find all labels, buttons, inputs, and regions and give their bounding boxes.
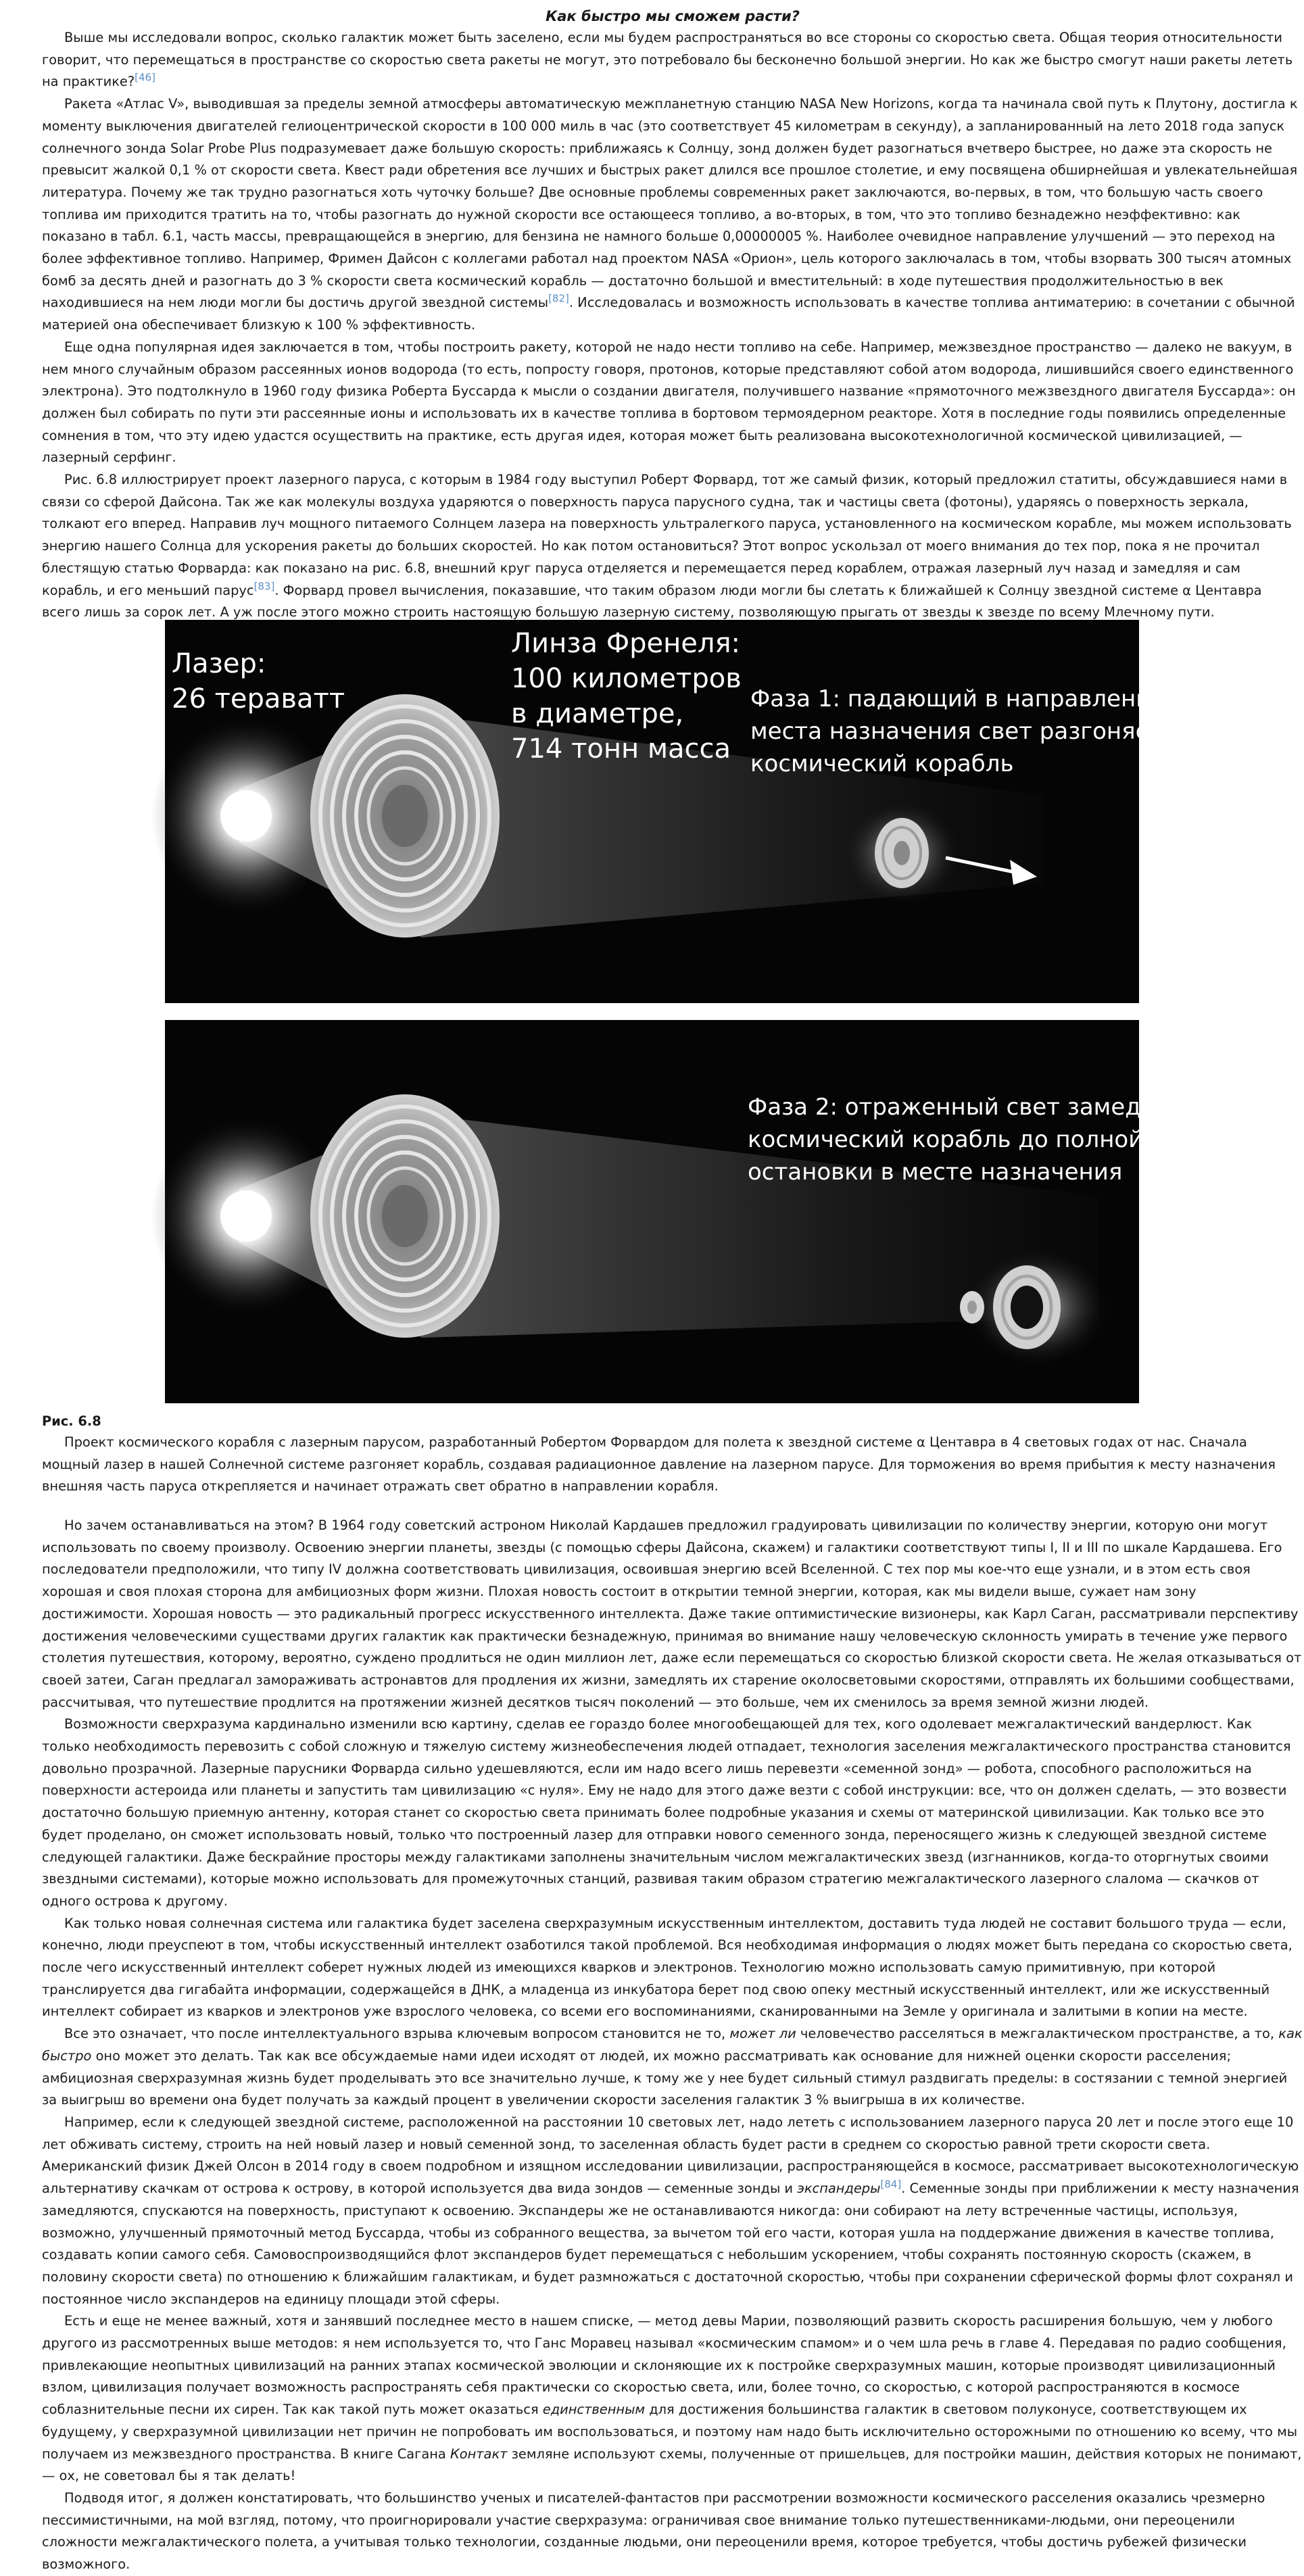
footnote-link[interactable]: [83]	[253, 580, 275, 593]
paragraph-text: . Семенные зонды при приближении к месту назначения замедляются, спускаются на поверхность, приступают к освоению. Экспандеры же не останавливаются никогда: они собирают на лету встреченные частицы, используя, возможно, улучшенный прямоточный метод Буссарда, чтобы из собранного вещества, за вычетом той его части, которая ушла на поддержание движения в качестве топлива, создавать копии самого себя. Самовоспроизводящийся флот экспандеров будет перемещаться с небольшим ускорением, чтобы сохранять постоянную скорость (скажем, в половину скорости света) по отношению к ближайшим галактикам, и будет размножаться с достаточной скоростью, чтобы при сохранении сферической формы флот сохранял и постоянное число экспандеров на единицу площади этой сферы.	[42, 2181, 1299, 2307]
paragraph-text: Например, если к следующей звездной системе, расположенной на расстоянии 10 световых лет, надо лететь с использованием лазерного паруса 20 лет и после этого еще 10 лет обживать систему, строить на ней новый лазер и новый семенной зонд, то заселенная область будет расти в среднем со скоростью равной трети скорости света. Американский физик Джей Олсон в 2014 году в своем подробном и изящном исследовании цивилизации, распространяющейся в космосе, рассматривает высокотехнологическую альтернативу скачкам от острова к острову, в которой используется два вида зондов — семенные зонды и	[42, 2114, 1299, 2197]
paragraph-text: земляне используют схемы, полученные от пришельцев, для постройки машин, действия которых не понимают, — ох, не советовал бы я так делать!	[42, 2446, 1302, 2484]
paragraph-text: для достижения большинства галактик в световом полуконусе, соответствующем их будущему, у сверхразумной цивилизации нет причин не попробовать им воспользоваться, и поэтому нам надо быть исключительно осторожными по отношению ко всему, что мы получаем из межзвездного пространства. В книге Сагана	[42, 2402, 1298, 2462]
laser-source	[220, 790, 272, 842]
paragraph-text: Возможности сверхразума кардинально изменили всю картину, сделав ее гораздо более многообещающей для тех, кого одолевает межгалактический вандерлюст. Как только необходимость перевозить с собой сложную и тяжелую систему жизнеобеспечения людей отпадает, технология заселения межгалактического пространства становится довольно прозрачной. Лазерные парусники Форварда сильно удешевляются, если им надо всего лишь перевезти «семенной зонд» — робота, способного расположиться на поверхности астероида или планеты и запустить там цивилизацию «с нуля». Ему не надо для этого даже везти с собой инструкции: все, что он должен сделать, — это возвести достаточно большую приемную антенну, которая станет со скоростью света принимать более подробные указания и схемы от материнской цивилизации. Как только все это будет проделано, он сможет использовать новый, только что построенный лазер для отправки нового семенного зонда, переносящего жизнь к следующей звездной системе следующей галактики. Даже бескрайние просторы между галактиками заполнены значительным числом межгалактических звезд (изгнанников, когда-то оторгнутых своими звездными системами), которые можно использовать для промежуточных станций, развивая таким образом стратегию межгалактического лазерного слалома — скачков от одного острова к другому.	[42, 1716, 1291, 1909]
laser-source	[220, 1190, 272, 1242]
detached-outer-sail-ring	[993, 1265, 1061, 1349]
section-title: Как быстро мы сможем расти?	[546, 8, 800, 24]
paragraph-text: Как только новая солнечная система или галактика будет заселена сверхразумным искусственным интеллектом, доставить туда людей не составит большого труда — если, конечно, люди преуспеют в том, чтобы искусственный интеллект озаботился такой проблемой. Вся необходимая информация о людях может быть передана со скоростью света, после чего искусственный интеллект соберет нужных людей из имеющихся кварков и электронов. Технологию можно использовать самую примитивную, при которой транслируется два гигабайта информации, содержащейся в ДНК, а младенца из инкубатора берет под свою опеку местный искусственный интеллект, или же искусственный интеллект собирает из кварков и электронов уже взрослого человека, со всеми его воспоминаниями, сканированными на Земле у оригинала и залитыми в копии на месте.	[42, 1915, 1293, 2020]
paragraph-text: Все это означает, что после интеллектуального взрыва ключевым вопросом становится не то,	[64, 2026, 730, 2042]
paragraph-text: . Исследовалась и возможность использовать в качестве топлива антиматерию: в сочетании с обычной материей она обеспечивает близкую к 100 % эффективность.	[42, 295, 1295, 333]
fresnel-lens	[310, 694, 500, 938]
paragraph	[42, 2112, 1303, 2310]
figure-panel-phase-1	[165, 620, 1166, 1003]
figure-panel-phase-2	[165, 1020, 1197, 1403]
paragraph	[42, 2310, 1303, 2487]
fresnel-lens	[310, 1094, 500, 1338]
paragraph	[42, 337, 1303, 469]
emphasis: экспандеры	[797, 2181, 881, 2197]
figure-caption	[42, 1432, 1303, 1498]
paragraph	[42, 1714, 1303, 1912]
paragraph-text: . Форвард провел вычисления, показавшие, что таким образом люди могли бы слетать к ближайшей к Солнцу звездной системе α Центавра всего лишь за сорок лет. А уж после этого можно строить настоящую большую лазерную систему, позволяющую прыгать от звезды к звезде по всему Млечному пути.	[42, 582, 1262, 621]
paragraph	[42, 1913, 1303, 2024]
phase-2-label: Фаза 2: отраженный свет замедляет космический корабль до полной остановки в месте назначения	[748, 1094, 1197, 1186]
paragraph	[42, 1515, 1303, 1714]
footnote-link[interactable]: [82]	[548, 292, 569, 305]
paragraph-text: Подводя итог, я должен констатировать, что большинство ученых и писателей-фантастов при рассмотрении возможности космического расселения оказались чрезмерно пессимистичными, на мой взгляд, потому, что проигнорировали участие сверхразума: ограничивая свое внимание только путешественниками-людьми, они переоценили сложности межгалактического полета, а учитывая только технологии, созданные людьми, они переоценили время, которое требуется, чтобы достичь рубежей физически возможного.	[42, 2489, 1265, 2573]
figure-caption-label: Рис. 6.8	[42, 1413, 101, 1429]
paragraph-text: человечество расселяться в межгалактическом пространстве, а то,	[796, 2026, 1279, 2042]
emphasis: может ли	[729, 2026, 796, 2042]
spacecraft-with-sail	[875, 818, 929, 888]
paragraph-text: Еще одна популярная идея заключается в том, чтобы построить ракету, которой не надо нести топливо на себе. Например, межзвездное пространство — далеко не вакуум, в нем много случайным образом рассеянных ионов водорода (то есть, попросту говоря, протонов, которые представляют собой атом водорода, лишившийся своего единственного электрона). Это подтолкнуло в 1960 году физика Роберта Буссарда к мысли о создании двигателя, получившего название «прямоточного межзвездного двигателя Буссарда»: он должен был собирать по пути эти рассеянные ионы и использовать их в качестве топлива в бортовом термоядерном реакторе. Хотя в последние годы появились определенные сомнения в том, что эту идею удастся осуществить на практике, есть другая идея, которая может быть реализована высокотехнологичной космической цивилизацией, — лазерный серфинг.	[42, 339, 1296, 466]
paragraph	[42, 27, 1303, 93]
paragraph-text: Ракета «Атлас V», выводившая за пределы земной атмосферы автоматическую межпланетную станцию NASA New Horizons, когда та начинала свой путь к Плутону, достигла к моменту выключения двигателей гелиоцентрической скорости в 100 000 миль в час (это соответствует 45 километрам в секунду), а запланированный на лето 2018 года запуск солнечного зонда Solar Probe Plus подразумевает даже большую скорость: приближаясь к Солнцу, зонд должен будет разогнаться вчетверо быстрее, но даже эта скорость не превысит жалкой 0,1 % от скорости света. Квест ради обретения все лучших и быстрых ракет длился все прошлое столетие, и ему посвящена обширнейшая и увлекательнейшая литература. Почему же так трудно разогнаться хоть чуточку больше? Две основные проблемы современных ракет заключаются, во-первых, в том, что большую часть своего топлива им приходится тратить на то, чтобы разогнать до нужной скорости все остающееся топливо, а во-вторых, в том, что это топливо безнадежно неэффективно: как показано в табл. 6.1, часть массы, превращающейся в энергию, для бензина не намного больше 0,00000005 %. Наиболее очевидное направление улучшений — это переход на более эффективное топливо. Например, Фримен Дайсон с коллегами работал над проектом NASA «Орион», цель которого заключалась в том, чтобы взорвать 300 тысяч атомных бомб за десять дней и разогнать до 3 % скорости света космический корабль — достаточно большой и вместительный: в ходе путешествия продолжительностью в век находившиеся на нем люди могли бы достичь другой звездной системы	[42, 96, 1298, 311]
laser-sail-illustration-phase-2	[165, 1020, 1197, 1403]
paragraph-text: Выше мы исследовали вопрос, сколько галактик может быть заселено, если мы будем распространяться во все стороны со скоростью света. Общая теория относительности говорит, что перемещаться в пространстве со скоростью света ракеты не могут, это потребовало бы бесконечно большой энергии. Но как же быстро смогут наши ракеты лететь на практике?	[42, 30, 1293, 90]
paragraph-text: оно может это делать. Так как все обсуждаемые нами идеи исходят от людей, их можно рассматривать как основание для нижней оценки скорости расселения; амбициозная сверхразумная жизнь будет проделывать это все значительно лучше, к тому же у нее будет сильный стимул раздвигать пределы: в состязании с темной энергией за выигрыш во времени она будет получать за каждый процент в увеличении скорости заселения галактик 3 % выигрыша в их количестве.	[42, 2047, 1288, 2108]
paragraph-text: Рис. 6.8 иллюстрирует проект лазерного паруса, с которым в 1984 году выступил Роберт Форвард, тот же самый физик, который предложил статиты, обсуждавшиеся нами в связи со сферой Дайсона. Так же как молекулы воздуха ударяются о поверхность паруса парусного судна, так и частицы света (фотоны), ударяясь о поверхность зеркала, толкают его вперед. Направив луч мощного питаемого Солнцем лазера на поверхность ультралегкого паруса, установленного на космическом корабле, мы можем использовать энергию нашего Солнца для ускорения ракеты до больших скоростей. Но как потом остановиться? Этот вопрос ускользал от моего внимания до тех пор, пока я не прочитал блестящую статью Форварда: как показано на рис. 6.8, внешний круг паруса отделяется и перемещается перед кораблем, отражая лазерный луч назад и замедляя и сам корабль, и его меньший парус	[42, 472, 1292, 598]
top-text-column	[42, 5, 1303, 624]
paragraph	[42, 2023, 1303, 2112]
emphasis: как быстро	[42, 2026, 1303, 2064]
emphasis: единственным	[542, 2402, 646, 2418]
laser-label: Лазер: 26 тераватт	[172, 648, 345, 714]
emphasis: Контакт	[450, 2446, 508, 2462]
figure-caption-text: Проект космического корабля с лазерным парусом, разработанный Робертом Форвардом для полета к звездной системе α Центавра в 4 световых годах от нас. Сначала мощный лазер в нашей Солнечной системе разгоняет корабль, создавая радиационное давление на лазерном парусе. Для торможения во время прибытия к месту назначения внешняя часть паруса открепляется и начинает отражать свет обратно в направлении корабля.	[42, 1434, 1276, 1494]
bottom-text-column	[42, 1515, 1303, 2576]
spacecraft-small-sail	[960, 1291, 984, 1323]
phase-1-label: Фаза 1: падающий в направлении места назначения свет разгоняет космический корабль	[750, 685, 1166, 777]
paragraph-text: Есть и еще не менее важный, хотя и занявший последнее место в нашем списке, — метод девы Марии, позволяющий развить скорость расширения большую, чем у любого другого из рассмотренных выше методов: я нем используется то, что Ганс Моравец называл «космическим спамом» и о чем шла речь в главе 4. Передавая по радио сообщения, привлекающие неопытных цивилизаций на ранних этапах космической эволюции и склоняющие их к постройке сверхразумных машин, которые производят цивилизационный взлом, цивилизация получает возможность распространять себя практически со скоростью света, или, более точно, со скоростью, с которой распространяются в космосе соблазнительные песни их сирен. Так как такой путь может оказаться	[42, 2313, 1286, 2418]
footnote-link[interactable]: [46]	[135, 71, 155, 84]
paragraph	[42, 93, 1303, 337]
paragraph	[42, 469, 1303, 624]
fresnel-lens-label: Линза Френеля: 100 километров в диаметре, 714 тонн масса	[511, 628, 742, 764]
paragraph-text: Но зачем останавливаться на этом? В 1964 году советский астроном Николай Кардашев предложил градуировать цивилизации по количеству энергии, которую они могут использовать по своему произволу. Освоению энергии планеты, звезды (с помощью сферы Дайсона, скажем) и галактики соответствуют типы I, II и III по шкале Кардашева. Его последователи предположили, что типу IV должна соответствовать цивилизация, освоившая энергию всей Вселенной. С тех пор мы кое-что еще узнали, и в этом есть своя хорошая и своя плохая сторона для амбициозных форм жизни. Плохая новость состоит в открытии темной энергии, которая, как мы видели выше, сужает нам зону достижимости. Хорошая новость — это радикальный прогресс искусственного интеллекта. Даже такие оптимистические визионеры, как Карл Саган, рассматривали перспективу достижения человеческими существами других галактик как практически безнадежную, принимая во внимание нашу человеческую склонность умирать в течение уже первого столетия путешествия, которому, вероятно, суждено продлиться не один миллион лет, даже если перемещаться со скоростью близкой скорости света. Не желая отказываться от своей затеи, Саган предлагал замораживать астронавтов для продления их жизни, замедлять их старение околосветовыми скоростями, отправлять их большими сообществами, рассчитывая, что путешествие продлится на протяжении жизней десятков тысяч поколений — это больше, чем их сменилось за время земной жизни людей.	[42, 1517, 1302, 1710]
paragraph	[42, 2487, 1303, 2576]
laser-sail-illustration-phase-1	[165, 620, 1166, 1003]
footnote-link[interactable]: [84]	[880, 2178, 902, 2191]
